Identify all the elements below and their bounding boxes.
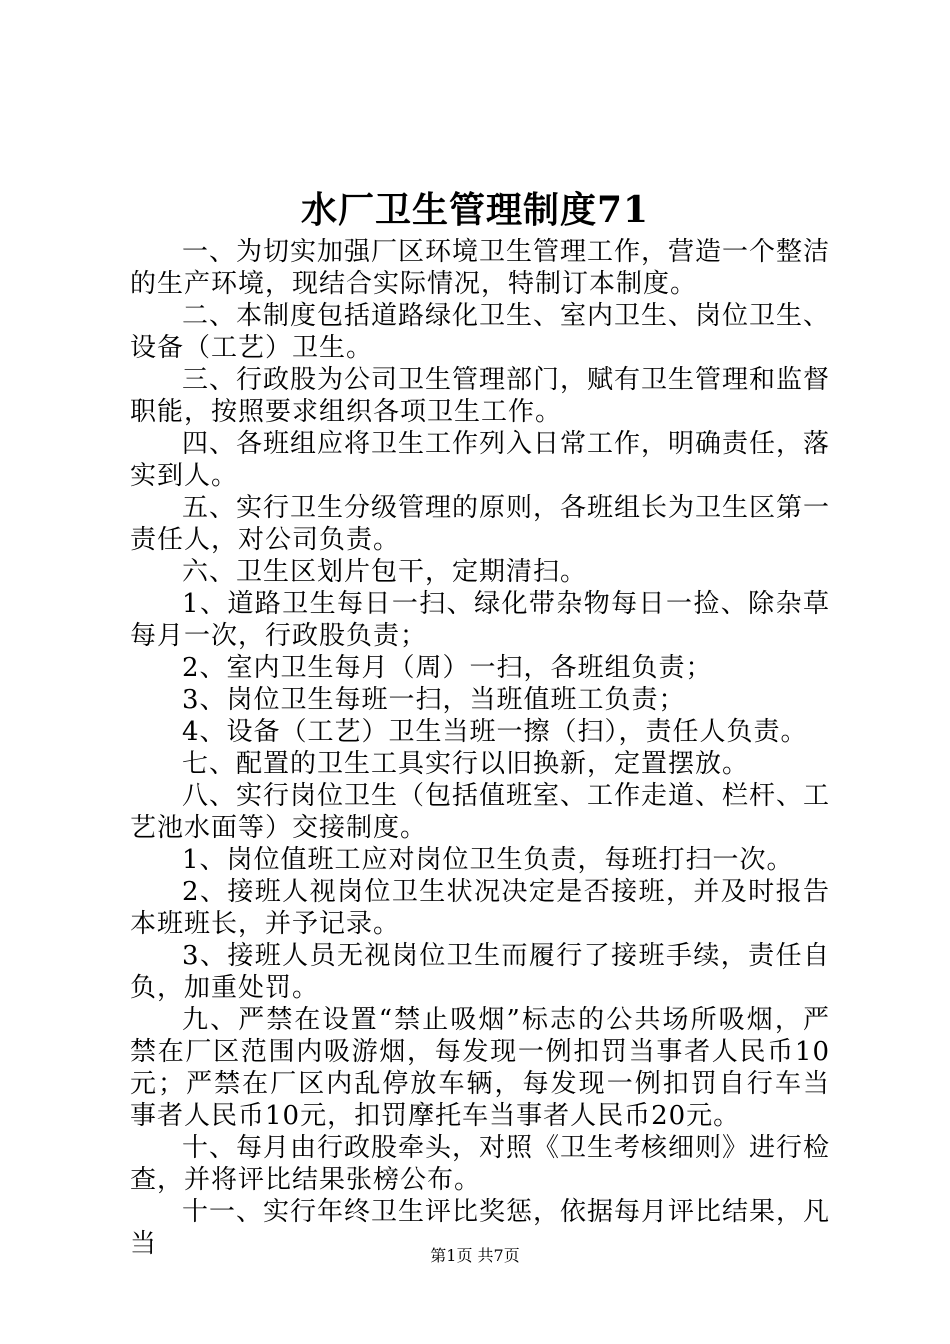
- document-title: 水厂卫生管理制度71: [300, 189, 650, 231]
- paragraph-5: 五、实行卫生分级管理的原则，各班组长为卫生区第一责任人，对公司负责。: [130, 493, 831, 555]
- paragraph-8: 八、实行岗位卫生（包括值班室、工作走道、栏杆、工艺池水面等）交接制度。: [130, 781, 831, 843]
- paragraph-4: 四、各班组应将卫生工作列入日常工作，明确责任，落实到人。: [130, 429, 831, 491]
- document-body: [130, 236, 830, 1260]
- paragraph-9: 九、严禁在设置“禁止吸烟”标志的公共场所吸烟，严禁在厂区范围内吸游烟，每发现一例扣罚当事者人民币10元；严禁在厂区内乱停放车辆，每发现一例扣罚自行车当事者人民币10元，扣罚摩托车当事者人民币20元。: [130, 1005, 830, 1131]
- paragraph-8-item-2: 2、接班人视岗位卫生状况决定是否接班，并及时报告本班班长，并予记录。: [130, 877, 830, 939]
- paragraph-6-item-1: 1、道路卫生每日一扫、绿化带杂物每日一捡、除杂草每月一次，行政股负责；: [130, 589, 830, 651]
- paragraph-2: 二、本制度包括道路绿化卫生、室内卫生、岗位卫生、设备（工艺）卫生。: [130, 301, 831, 363]
- page-footer: 第1页 共7页: [430, 1246, 520, 1265]
- paragraph-6: 六、卫生区划片包干，定期清扫。: [182, 557, 588, 587]
- paragraph-6-item-4: 4、设备（工艺）卫生当班一擦（扫），责任人负责。: [182, 717, 808, 747]
- paragraph-10: 十、每月由行政股牵头，对照《卫生考核细则》进行检查，并将评比结果张榜公布。: [130, 1133, 831, 1195]
- paragraph-3: 三、行政股为公司卫生管理部门，赋有卫生管理和监督职能，按照要求组织各项卫生工作。: [130, 365, 831, 427]
- paragraph-11: 十一、实行年终卫生评比奖惩，依据每月评比结果，凡当: [130, 1197, 831, 1259]
- paragraph-6-item-2: 2、室内卫生每月（周）一扫，各班组负责；: [182, 653, 713, 683]
- paragraph-1: 一、为切实加强厂区环境卫生管理工作，营造一个整洁的生产环境，现结合实际情况，特制订本制度。: [130, 237, 831, 299]
- paragraph-7: 七、配置的卫生工具实行以旧换新，定置摆放。: [182, 749, 750, 779]
- paragraph-6-item-3: 3、岗位卫生每班一扫，当班值班工负责；: [182, 685, 686, 715]
- paragraph-8-item-1: 1、岗位值班工应对岗位卫生负责，每班打扫一次。: [182, 845, 794, 875]
- paragraph-8-item-3: 3、接班人员无视岗位卫生而履行了接班手续，责任自负，加重处罚。: [130, 941, 830, 1003]
